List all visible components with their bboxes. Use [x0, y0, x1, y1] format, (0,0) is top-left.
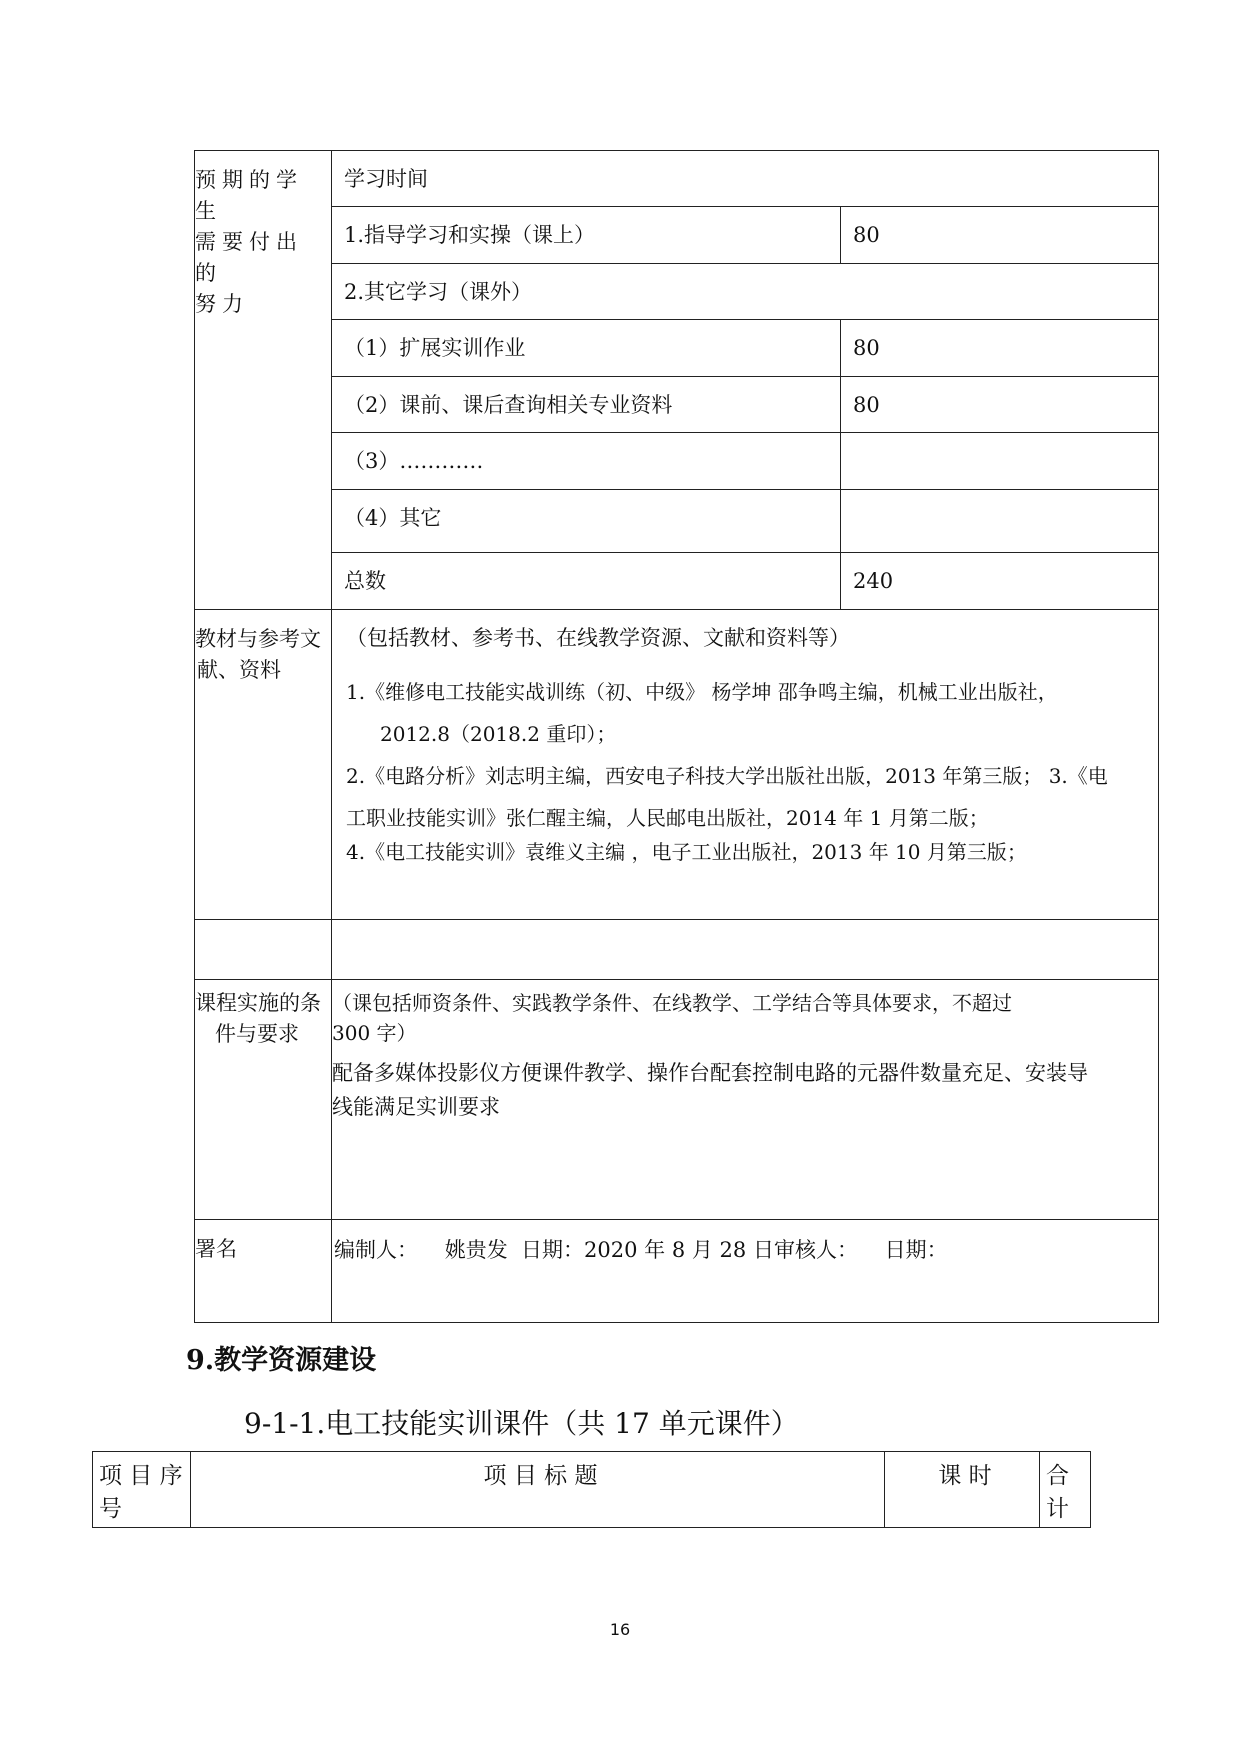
reference-item: 工职业技能实训》张仁醒主编，人民邮电出版社，2014 年 1 月第二版；: [346, 806, 989, 830]
effort-item: （3）…………: [332, 433, 841, 490]
col-header-class-hours: 课 时: [885, 1452, 1040, 1528]
effort-item: （4）其它: [332, 490, 841, 553]
materials-label-cell: [195, 610, 332, 920]
effort-label-cell: [195, 151, 332, 610]
effort-hours: 80: [841, 320, 1159, 377]
materials-label-line1: 教材与参考文: [195, 627, 321, 651]
effort-hours: [841, 433, 1159, 490]
effort-item: （1）扩展实训作业: [332, 320, 841, 377]
reference-item: 2012.8（2018.2 重印）；: [380, 722, 617, 746]
subsection-heading: 9-1-1.电工技能实训课件（共 17 单元课件）: [244, 1407, 799, 1440]
reference-item: 2.《电路分析》刘志明主编，西安电子科技大学出版社出版，2013 年第三版； 3.《电: [346, 764, 1108, 788]
empty-label-cell: [195, 920, 332, 980]
conditions-label-line2: 件与要求: [215, 1022, 299, 1046]
col-header-item-number-line2: 号: [99, 1496, 122, 1522]
signature-label-cell: 署名: [195, 1220, 332, 1323]
effort-total-hours: 240: [841, 553, 1159, 610]
effort-label-line1: 预期的学生: [195, 168, 303, 223]
col-header-item-title: 项 目 标 题: [191, 1452, 885, 1528]
conditions-note-line2: 300 字）: [332, 1021, 417, 1045]
effort-item: 1.指导学习和实操（课上）: [332, 207, 841, 264]
page-number: 16: [609, 1620, 631, 1639]
effort-item: （2）课前、课后查询相关专业资料: [332, 377, 841, 433]
conditions-content: [332, 980, 1159, 1220]
effort-item: 2.其它学习（课外）: [332, 264, 1159, 320]
courseware-table: [92, 1451, 1091, 1528]
col-header-total-line1: 合: [1046, 1463, 1069, 1489]
col-header-total: [1040, 1452, 1091, 1528]
materials-label-line2: 献、资料: [197, 658, 281, 682]
study-time-header: 学习时间: [332, 151, 1159, 207]
materials-note: （包括教材、参考书、在线教学资源、文献和资料等）: [346, 626, 850, 650]
effort-label-line3: 努力: [195, 292, 249, 316]
col-header-item-number: [93, 1452, 191, 1528]
materials-content: [332, 610, 1159, 920]
col-header-total-line2: 计: [1046, 1496, 1069, 1522]
effort-total-label: 总数: [332, 553, 841, 610]
effort-hours: 80: [841, 377, 1159, 433]
conditions-text-line2: 线能满足实训要求: [332, 1095, 500, 1119]
conditions-note-line1: （课包括师资条件、实践教学条件、在线教学、工学结合等具体要求，不超过: [332, 991, 1012, 1015]
empty-content-cell: [332, 920, 1159, 980]
conditions-label-line1: 课程实施的条: [195, 991, 321, 1015]
reference-item: 1.《维修电工技能实战训练（初、中级》 杨学坤 邵争鸣主编，机械工业出版社，: [346, 680, 1058, 704]
effort-hours: [841, 490, 1159, 553]
effort-label-line2: 需要付出的: [195, 230, 303, 285]
conditions-label-cell: [195, 980, 332, 1220]
signature-content: 编制人： 姚贵发 日期：2020 年 8 月 28 日审核人： 日期：: [332, 1220, 1159, 1323]
reference-item: 4.《电工技能实训》袁维义主编 ，电子工业出版社，2013 年 10 月第三版；: [346, 840, 1027, 864]
course-info-table: [194, 150, 1159, 1323]
effort-hours: 80: [841, 207, 1159, 264]
conditions-text-line1: 配备多媒体投影仪方便课件教学、操作台配套控制电路的元器件数量充足、安装导: [332, 1061, 1088, 1085]
col-header-item-number-line1: 项 目 序: [99, 1463, 183, 1489]
section-heading: 9.教学资源建设: [186, 1345, 377, 1376]
